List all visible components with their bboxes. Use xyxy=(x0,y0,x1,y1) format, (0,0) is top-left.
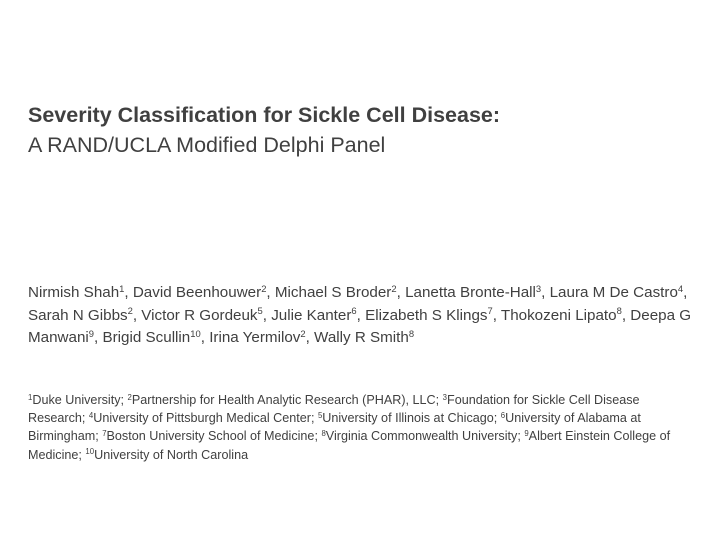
author-name: Michael S Broder xyxy=(274,284,392,301)
author-affiliation-number: 6 xyxy=(351,305,357,317)
author-affiliation-number: 7 xyxy=(487,305,493,317)
author xyxy=(275,284,397,301)
affiliation xyxy=(28,393,121,407)
affiliation-number: 5 xyxy=(317,410,323,420)
author xyxy=(365,307,493,324)
slide-title: Severity Classification for Sickle Cell Disease: xyxy=(28,103,501,127)
author-name: Elizabeth S Klings xyxy=(365,306,488,324)
author-affiliation-number: 2 xyxy=(391,282,397,294)
affiliation-number: 7 xyxy=(102,429,107,439)
affiliation-number: 4 xyxy=(88,410,94,420)
slide-subtitle: A RAND/UCLA Modified Delphi Panel xyxy=(28,133,386,157)
affiliation-name: University of Pittsburgh Medical Center xyxy=(93,411,311,426)
author-name: Nirmish Shah xyxy=(28,284,120,301)
author xyxy=(28,307,133,324)
affiliation-list: $^1$Duke University; $^2$Partnership for Health Analytic Research (PHAR), LLC; $^3$Foundation for Sickle Cell Disease Research; $^4$University of Pittsburgh Medical Center; $^5$University of Illinois at Chicago; $^6$University of Alabama at Birmingham; $^7$Boston University School of Medicine; $^8$Virginia Commonwealth University; $^9$Albert Einstein College of Medicine; $^{10}$University of North Carolina xyxy=(28,392,671,462)
affiliation-number: 6 xyxy=(500,410,506,420)
author-name: Julie Kanter xyxy=(271,306,352,324)
affiliation-name: Albert Einstein College of Medicine xyxy=(28,429,671,462)
author xyxy=(133,284,267,301)
author xyxy=(102,329,200,346)
author-affiliation-number: 3 xyxy=(535,282,542,294)
author-affiliation-number: 4 xyxy=(677,282,684,294)
author xyxy=(28,284,124,301)
affiliation-name: Duke University xyxy=(32,393,121,407)
affiliation-name: Foundation for Sickle Cell Disease Research xyxy=(28,393,640,426)
affiliation xyxy=(128,393,436,407)
author-name: Victor R Gordeuk xyxy=(141,306,258,324)
affiliation xyxy=(85,448,248,462)
author xyxy=(405,284,541,301)
affiliation xyxy=(321,429,517,443)
author-affiliation-number: 9 xyxy=(88,327,95,339)
author-affiliation-number: 2 xyxy=(261,282,267,294)
author-name: Brigid Scullin xyxy=(102,329,191,346)
author-name: Deepa G Manwani xyxy=(28,306,692,346)
affiliation-name: Virginia Commonwealth University xyxy=(325,429,518,444)
affiliation-name: Boston University School of Medicine xyxy=(106,429,315,444)
author-name: Lanetta Bronte-Hall xyxy=(405,284,536,301)
author-affiliation-number: 1 xyxy=(119,282,125,294)
author-name: Laura M De Castro xyxy=(549,284,678,301)
affiliation-name: University of Illinois at Chicago xyxy=(322,411,494,426)
author xyxy=(314,329,414,346)
affiliation-name: University of North Carolina xyxy=(94,447,249,462)
author-affiliation-number: 5 xyxy=(257,305,263,317)
author-name: Wally R Smith xyxy=(314,329,409,346)
author-affiliation-number: 8 xyxy=(616,305,622,317)
affiliation-number: 8 xyxy=(321,429,326,439)
affiliation-number: 3 xyxy=(442,392,447,402)
affiliation-name: University of Alabama at Birmingham xyxy=(28,411,641,444)
author-affiliation-number: 8 xyxy=(408,327,415,339)
title-block xyxy=(28,100,698,160)
author-affiliation-number: 10 xyxy=(190,327,201,339)
author-name: David Beenhouwer xyxy=(132,284,262,301)
author xyxy=(141,307,262,324)
affiliation-number: 9 xyxy=(524,429,529,439)
affiliation-number: 10 xyxy=(85,447,95,457)
author-name: Irina Yermilov xyxy=(209,329,301,346)
author xyxy=(209,329,305,346)
author-name: Sarah N Gibbs xyxy=(28,306,128,324)
affiliation-number: 2 xyxy=(127,392,132,402)
author-name: Thokozeni Lipato xyxy=(500,306,617,324)
author-affiliation-number: 2 xyxy=(127,305,133,317)
author-list: Nirmish Shah$^1$, David Beenhouwer$^2$, Michael S Broder$^2$, Lanetta Bronte-Hall$^3$, Laura M De Castro$^4$, Sarah N Gibbs$^2$, Victor R Gordeuk$^5$, Julie Kanter$^6$, Elizabeth S Klings$^7$, Thokozeni Lipato$^8$, Deepa G Manwani$^9$, Brigid Scullin$^{10}$, Irina Yermilov$^2$, Wally R Smith$^8$ xyxy=(28,282,692,346)
author xyxy=(550,284,684,301)
author-affiliation-number: 2 xyxy=(300,327,306,339)
affiliation xyxy=(89,411,311,425)
author xyxy=(501,307,622,324)
affiliation-number: 1 xyxy=(28,392,33,402)
affiliation xyxy=(318,411,494,425)
affiliation xyxy=(102,429,314,443)
affiliation-name: Partnership for Health Analytic Research (PHAR), LLC xyxy=(131,393,436,407)
author xyxy=(271,307,356,324)
